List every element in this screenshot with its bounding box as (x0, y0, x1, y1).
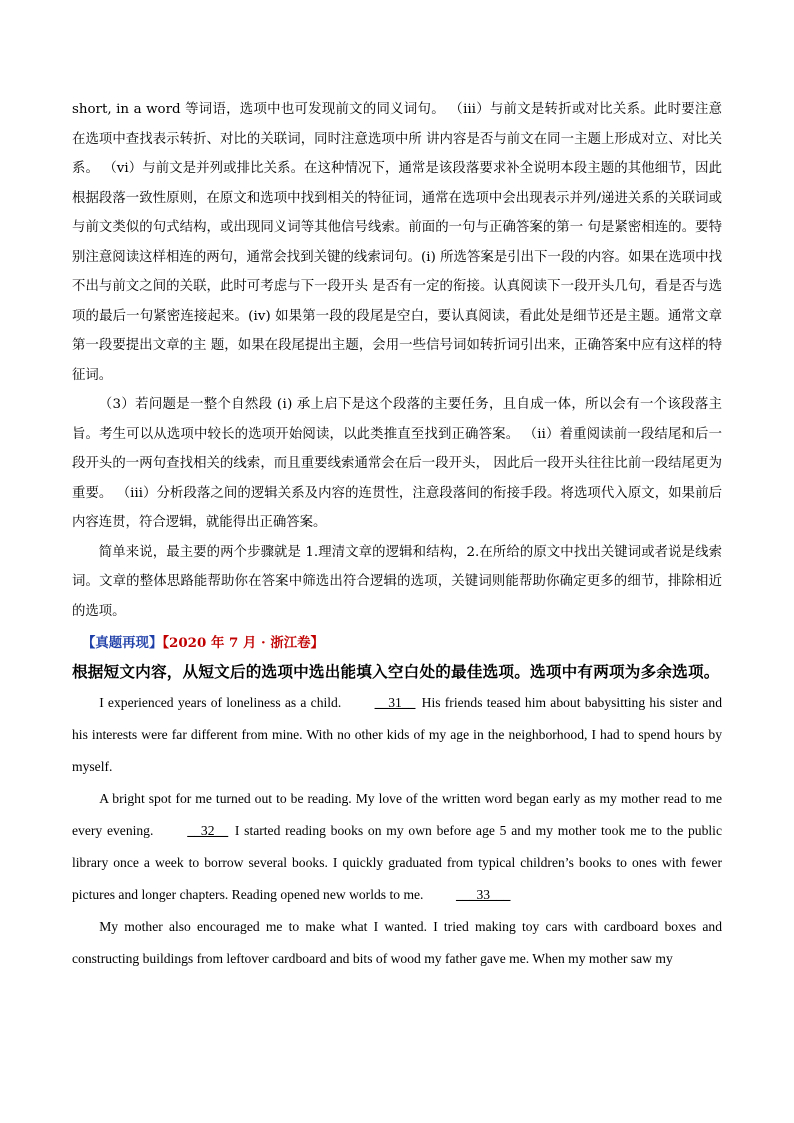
exam-instruction: 根据短文内容，从短文后的选项中选出能填入空白处的最佳选项。选项中有两项为多余选项。 (72, 662, 720, 681)
passage-paragraph-1 (72, 687, 722, 783)
document-page (72, 95, 722, 975)
exam-tag-label: 【真题再现】 (82, 635, 163, 651)
exam-source-label: 【2020 年 7 月 · 浙江卷】 (162, 635, 324, 651)
passage-paragraph-2 (72, 783, 722, 911)
guide-paragraph-2: （3）若问题是一整个自然段 (ⅰ) 承上启下是这个段落的主要任务，且自成一体，所以会有一个该段落主旨。考生可以从选项中较长的选项开始阅读，以此类推直至找到正确答案。 （ⅱ）着重阅读前一段结尾和后一段开头的一两句查找相关的线索，而且重要线索通常会在后一段开头， 因此后一段开头往往比前一段结尾更为重要。 （ⅲ）分析段落之间的逻辑关系及内容的连贯性，注意段落间的衔接手段。将选项代入原文，如果前后内容连贯，符合逻辑，就能得出正确答案。 (72, 397, 722, 530)
passage-text: I started reading books on my own before age 5 and my mother took me to the public library once a week to borrow several books. I quickly graduated from typical children’s books to ones with fewer pictures and longer chapters. Reading opened new worlds to me. (72, 823, 722, 902)
passage-text: I experienced years of loneliness as a child. (99, 695, 346, 710)
blank-33[interactable]: ___33___ (456, 887, 511, 902)
passage-text: His friends teased him about babysitting his sister and his interests were far different from mine. With no other kids of my age in the neighborhood, I had to spend hours by myself. (72, 695, 722, 774)
passage-paragraph-3: My mother also encouraged me to make what I wanted. I tried making toy cars with cardboard boxes and constructing buildings from leftover cardboard and bits of wood my father gave me. When my mother saw my (72, 919, 722, 966)
blank-32[interactable]: __32__ (187, 823, 229, 838)
passage-text: A bright spot for me turned out to be reading. My love of the written word began early as my mother read to me every evening. (72, 791, 722, 838)
guide-paragraph-summary: 简单来说，最主要的两个步骤就是 1.理清文章的逻辑和结构，2.在所给的原文中找出关键词或者说是线索词。文章的整体思路能帮助你在答案中筛选出符合逻辑的选项，关键词则能帮助你确定更多的细节，排除相近的选项。 (72, 544, 722, 619)
blank-31[interactable]: __31__ (374, 695, 416, 710)
exam-heading (72, 630, 722, 657)
guide-paragraph-1: short, in a word 等词语，选项中也可发现前文的同义词句。 （ⅲ）与前文是转折或对比关系。此时要注意在选项中查找表示转折、对比的关联词，同时注意选项中所 讲内容是否与前文在同一主题上形成对立、对比关系。 （vi）与前文是并列或排比关系。在这种情况下，通常是该段落要求补全说明本段主题的其他细节，因此 根据段落一致性原则，在原文和选项中找到相关的特征词，通常在选项中会出现表示并列/递进关系的关联词或与前文类似的句式结构，或出现同义词等其他信号线索。前面的一句与正确答案的第一 句是紧密相连的。要特别注意阅读这样相连的两句，通常会找到关键的线索词句。(ⅰ) 所选答案是引出下一段的内容。如果在选项中找不出与前文之间的关联，此时可考虑与下一段开头 是否有一定的衔接。认真阅读下一段开头几句，看是否与选项的最后一句紧密连接起来。(ⅳ) 如果第一段的段尾是空白，要认真阅读，看此处是细节还是主题。通常文章第一段要提出文章的主 题，如果在段尾提出主题，会用一些信号词如转折词引出来，正确答案中应有这样的特征词。 (72, 102, 722, 383)
